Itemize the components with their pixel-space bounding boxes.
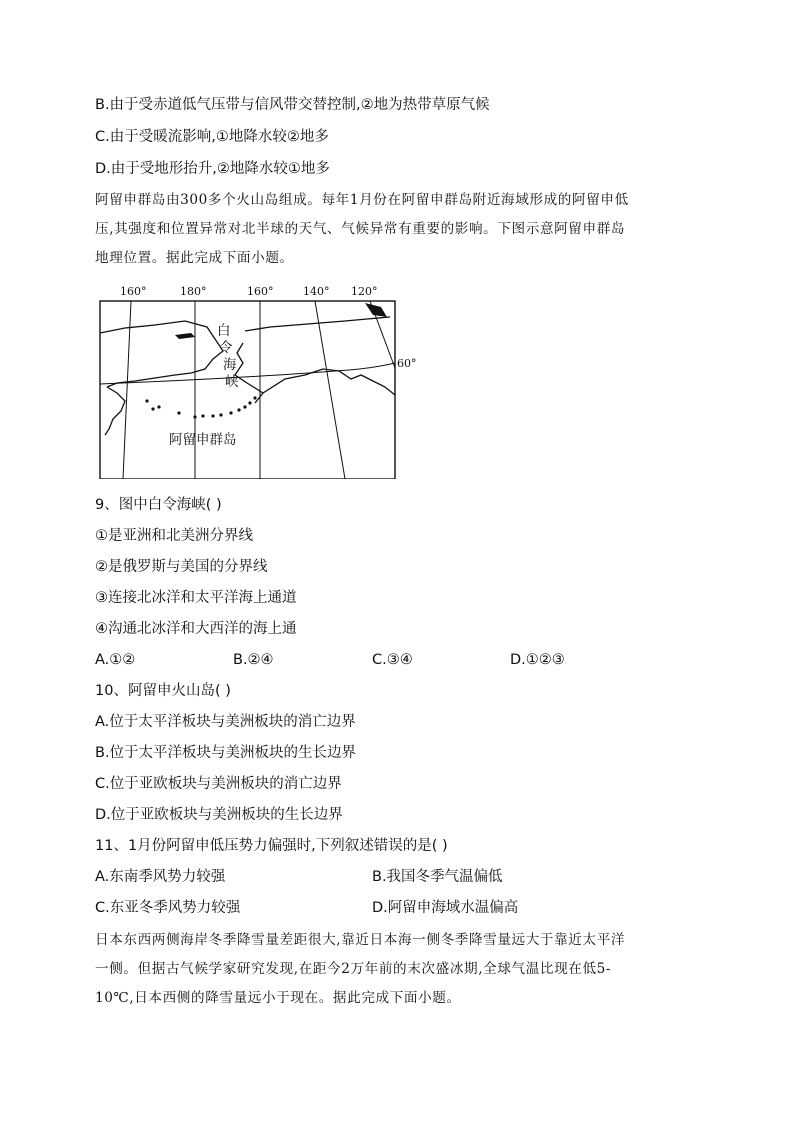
strait-label: 峡 (225, 374, 239, 390)
q9-option-d: D.①②③ (510, 652, 565, 668)
passage-aleutian (95, 186, 701, 273)
lon-label: 120° (351, 285, 378, 298)
passage-line: 压,其强度和位置异常对北半球的天气、气候异常有重要的影响。下图示意阿留申群岛 (95, 221, 626, 237)
lat-label: 60° (397, 357, 417, 370)
q9-option-b: B.②④ (233, 652, 274, 668)
arctic-island (365, 303, 387, 317)
q10-option-a: A.位于太平洋板块与美洲板块的消亡边界 (95, 714, 356, 730)
q8-option-d: D.由于受地形抬升,②地降水较①地多 (95, 161, 330, 177)
island-chain (145, 396, 256, 418)
parallel-60-line (100, 363, 395, 384)
q10-option-b: B.位于太平洋板块与美洲板块的生长边界 (95, 745, 357, 761)
map-frame (100, 301, 395, 479)
q9-statement-2: ②是俄罗斯与美国的分界线 (95, 559, 268, 575)
q11-option-b: B.我国冬季气温偏低 (372, 869, 503, 885)
meridian-line (315, 301, 345, 479)
passage-line: 日本东西两侧海岸冬季降雪量差距很大,靠近日本海一侧冬季降雪量远大于靠近太平洋 (95, 932, 626, 948)
passage-line: 10℃,日本西侧的降雪量远小于现在。据此完成下面小题。 (95, 990, 461, 1006)
q9-stem: 9、图中白令海峡( ) (95, 497, 222, 513)
q9-statement-1: ①是亚洲和北美洲分界线 (95, 528, 253, 544)
passage-line: 地理位置。据此完成下面小题。 (95, 250, 294, 266)
q9-statement-3: ③连接北冰洋和太平洋海上通道 (95, 590, 297, 606)
lon-label: 140° (303, 285, 330, 298)
aleutian-map (95, 283, 425, 479)
q10-stem: 10、阿留申火山岛( ) (95, 683, 231, 699)
kamchatka-coastline (105, 387, 125, 435)
strait-label: 令 (219, 340, 233, 356)
q11-option-d: D.阿留申海域水温偏高 (372, 900, 519, 916)
lon-label: 180° (180, 285, 207, 298)
alaska-coastline (235, 317, 395, 403)
q9-option-a: A.①② (95, 652, 136, 668)
q9-option-c: C.③④ (372, 652, 413, 668)
wrangel-island (175, 333, 195, 339)
passage-japan-snow (95, 926, 701, 1013)
lon-label: 160° (120, 285, 147, 298)
q10-option-d: D.位于亚欧板块与美洲板块的生长边界 (95, 807, 343, 823)
passage-line: 阿留申群岛由300多个火山岛组成。每年1月份在阿留申群岛附近海域形成的阿留申低 (95, 192, 629, 208)
lon-label: 160° (247, 285, 274, 298)
q9-statement-4: ④沟通北冰洋和大西洋的海上通 (95, 621, 297, 637)
q11-option-c: C.东亚冬季风势力较强 (95, 900, 241, 916)
strait-label: 白 (217, 323, 231, 339)
map-drawing (95, 283, 425, 479)
q11-stem: 11、1月份阿留申低压势力偏强时,下列叙述错误的是( ) (95, 838, 448, 854)
q11-option-a: A.东南季风势力较强 (95, 869, 226, 885)
asia-coastline (100, 321, 223, 387)
islands-label: 阿留申群岛 (169, 432, 237, 448)
strait-label: 海 (223, 357, 237, 373)
q10-option-c: C.位于亚欧板块与美洲板块的消亡边界 (95, 776, 342, 792)
passage-line: 一侧。但据古气候学家研究发现,在距今2万年前的末次盛冰期,全球气温比现在低5- (95, 961, 612, 977)
q8-option-b: B.由于受赤道低气压带与信风带交替控制,②地为热带草原气候 (95, 97, 490, 113)
q8-option-c: C.由于受暖流影响,①地降水较②地多 (95, 129, 329, 145)
